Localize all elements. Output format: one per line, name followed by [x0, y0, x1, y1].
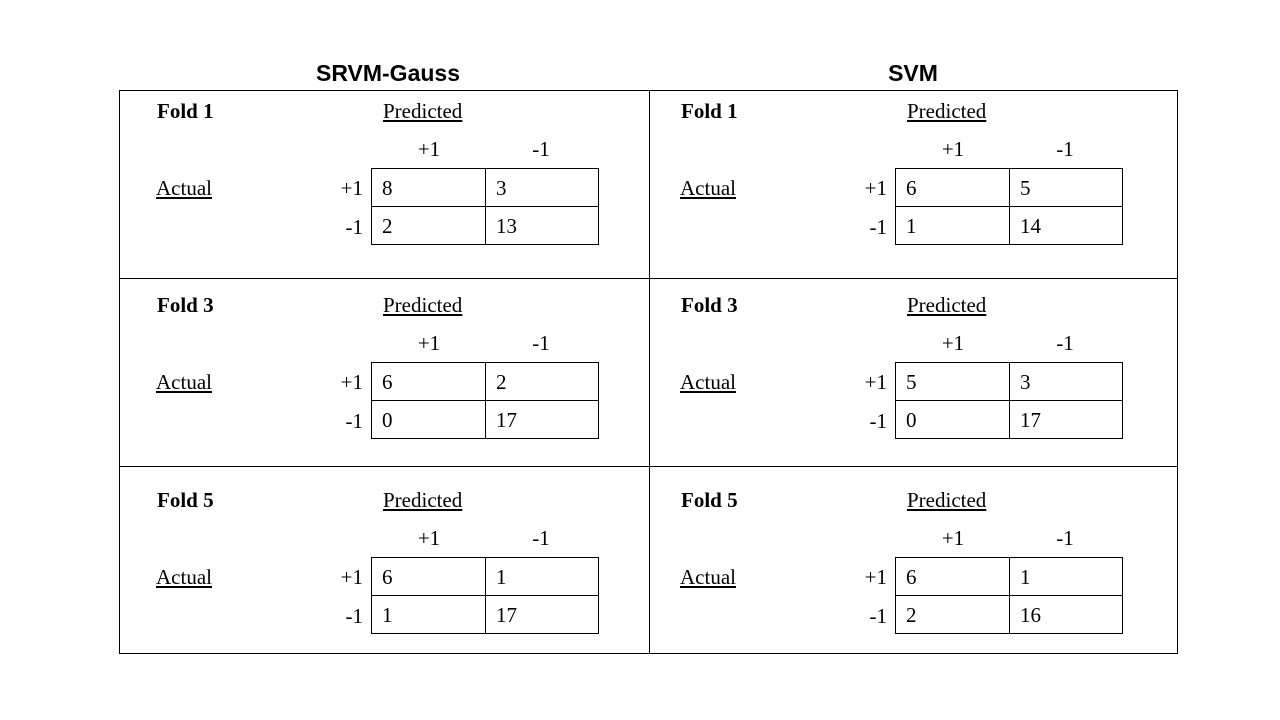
col-head-positive: +1: [417, 526, 441, 550]
fold-label: Fold 5: [681, 488, 738, 512]
matrix-cell: 2: [896, 596, 1010, 634]
matrix-cell: 2: [486, 363, 599, 401]
matrix-cell: 16: [1010, 596, 1123, 634]
row-head-positive: +1: [340, 370, 363, 394]
matrix-cell: 8: [372, 169, 486, 207]
matrix-cell: 1: [1010, 558, 1123, 596]
predicted-label: Predicted: [907, 293, 987, 317]
matrix-cell: 5: [896, 363, 1010, 401]
matrix-cell: 1: [896, 207, 1010, 245]
matrix-cell: 1: [372, 596, 486, 634]
matrix-cell: 17: [1010, 401, 1123, 439]
col-head-negative: -1: [532, 526, 550, 550]
predicted-label: Predicted: [907, 99, 987, 123]
matrix-cell: 0: [896, 401, 1010, 439]
matrix-cell: 6: [896, 169, 1010, 207]
fold-label: Fold 1: [681, 99, 738, 123]
matrix-cell: 17: [486, 596, 599, 634]
col-head-negative: -1: [532, 331, 550, 355]
row-head-negative: -1: [345, 409, 363, 433]
confusion-matrix-grid: [119, 90, 1178, 654]
col-head-positive: +1: [417, 331, 441, 355]
col-head-negative: -1: [1056, 331, 1074, 355]
row-divider: [120, 466, 1177, 467]
row-head-negative: -1: [345, 604, 363, 628]
fold-label: Fold 1: [157, 99, 214, 123]
row-head-negative: -1: [869, 409, 887, 433]
matrix-cell: 5: [1010, 169, 1123, 207]
col-head-positive: +1: [941, 526, 965, 550]
predicted-label: Predicted: [383, 488, 463, 512]
confusion-matrix: [371, 557, 599, 634]
col-head-positive: +1: [941, 137, 965, 161]
actual-label: Actual: [680, 565, 736, 589]
matrix-cell: 13: [486, 207, 599, 245]
matrix-cell: 6: [372, 363, 486, 401]
confusion-matrix: [371, 168, 599, 245]
matrix-cell: 3: [486, 169, 599, 207]
actual-label: Actual: [680, 176, 736, 200]
row-head-positive: +1: [340, 176, 363, 200]
row-head-negative: -1: [345, 215, 363, 239]
actual-label: Actual: [156, 176, 212, 200]
row-head-negative: -1: [869, 215, 887, 239]
actual-label: Actual: [156, 565, 212, 589]
predicted-label: Predicted: [383, 293, 463, 317]
fold-label: Fold 3: [681, 293, 738, 317]
matrix-cell: 17: [486, 401, 599, 439]
confusion-matrix: [895, 168, 1123, 245]
actual-label: Actual: [680, 370, 736, 394]
col-head-negative: -1: [1056, 137, 1074, 161]
row-head-negative: -1: [869, 604, 887, 628]
row-head-positive: +1: [864, 565, 887, 589]
matrix-cell: 6: [372, 558, 486, 596]
row-divider: [120, 278, 1177, 279]
matrix-cell: 14: [1010, 207, 1123, 245]
matrix-cell: 6: [896, 558, 1010, 596]
column-divider: [649, 91, 650, 653]
row-head-positive: +1: [864, 370, 887, 394]
col-head-positive: +1: [941, 331, 965, 355]
fold-label: Fold 3: [157, 293, 214, 317]
row-head-positive: +1: [864, 176, 887, 200]
matrix-cell: 0: [372, 401, 486, 439]
matrix-cell: 1: [486, 558, 599, 596]
actual-label: Actual: [156, 370, 212, 394]
predicted-label: Predicted: [907, 488, 987, 512]
matrix-cell: 2: [372, 207, 486, 245]
confusion-matrix: [895, 362, 1123, 439]
confusion-matrix: [371, 362, 599, 439]
predicted-label: Predicted: [383, 99, 463, 123]
matrix-cell: 3: [1010, 363, 1123, 401]
col-head-negative: -1: [1056, 526, 1074, 550]
confusion-matrix: [895, 557, 1123, 634]
col-head-positive: +1: [417, 137, 441, 161]
col-head-negative: -1: [532, 137, 550, 161]
row-head-positive: +1: [340, 565, 363, 589]
column-title-srvm-gauss: SRVM-Gauss: [315, 60, 460, 86]
fold-label: Fold 5: [157, 488, 214, 512]
column-title-svm: SVM: [888, 60, 938, 86]
